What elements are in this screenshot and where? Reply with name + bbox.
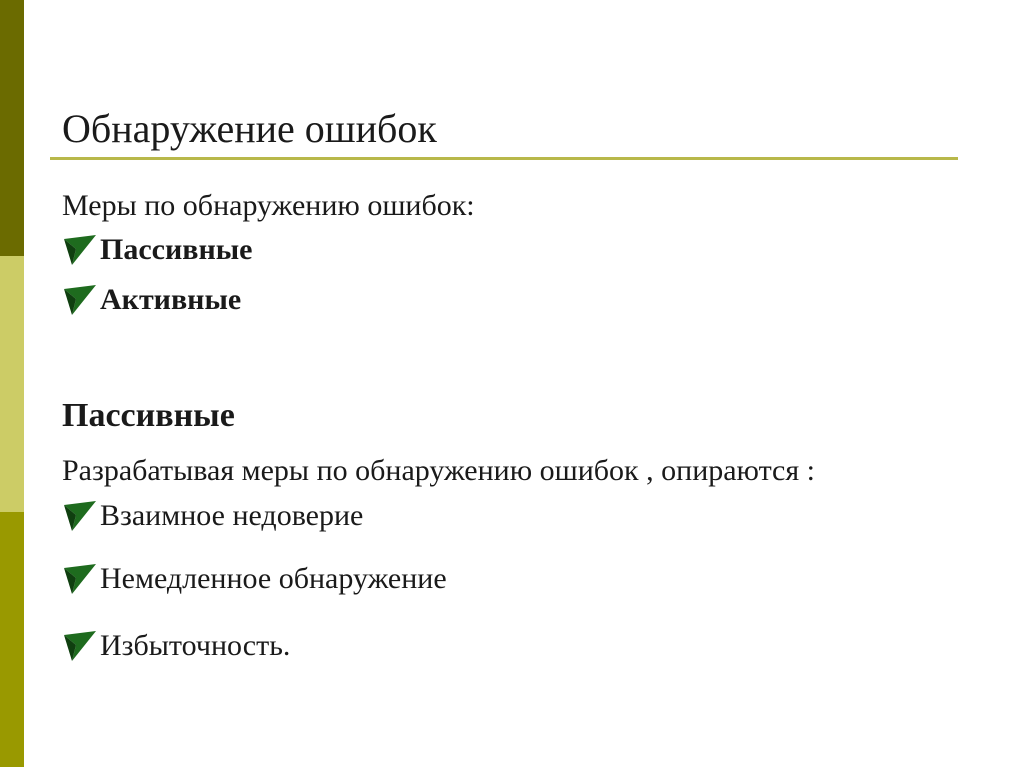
slide-title: Обнаружение ошибок	[62, 106, 437, 151]
arrowhead-bullet-icon	[62, 233, 98, 267]
section-lead-text: Разрабатывая меры по обнаружению ошибок , опираются :	[62, 454, 816, 487]
arrowhead-bullet-icon	[62, 283, 98, 317]
list-item-label: Пассивные	[100, 233, 253, 266]
list-item	[62, 561, 447, 597]
arrowhead-bullet-icon	[62, 562, 98, 596]
arrowhead-bullet-icon	[62, 499, 98, 533]
list-item	[62, 232, 252, 268]
arrowhead-bullet-icon	[62, 629, 98, 663]
sidebar-band-dark	[0, 0, 24, 256]
lead-text: Меры по обнаружению ошибок:	[62, 189, 475, 222]
list-item	[62, 628, 290, 664]
list-item	[62, 282, 241, 318]
title-underline	[50, 157, 958, 160]
list-item	[62, 498, 363, 534]
list-item-label: Немедленное обнаружение	[100, 562, 447, 595]
list-item-label: Избыточность.	[100, 629, 291, 662]
section-heading: Пассивные	[62, 397, 235, 434]
sidebar-decoration	[0, 0, 24, 767]
sidebar-band-light	[0, 256, 24, 512]
list-item-label: Активные	[100, 283, 242, 316]
list-item-label: Взаимное недоверие	[100, 499, 364, 532]
sidebar-band-olive	[0, 512, 24, 767]
